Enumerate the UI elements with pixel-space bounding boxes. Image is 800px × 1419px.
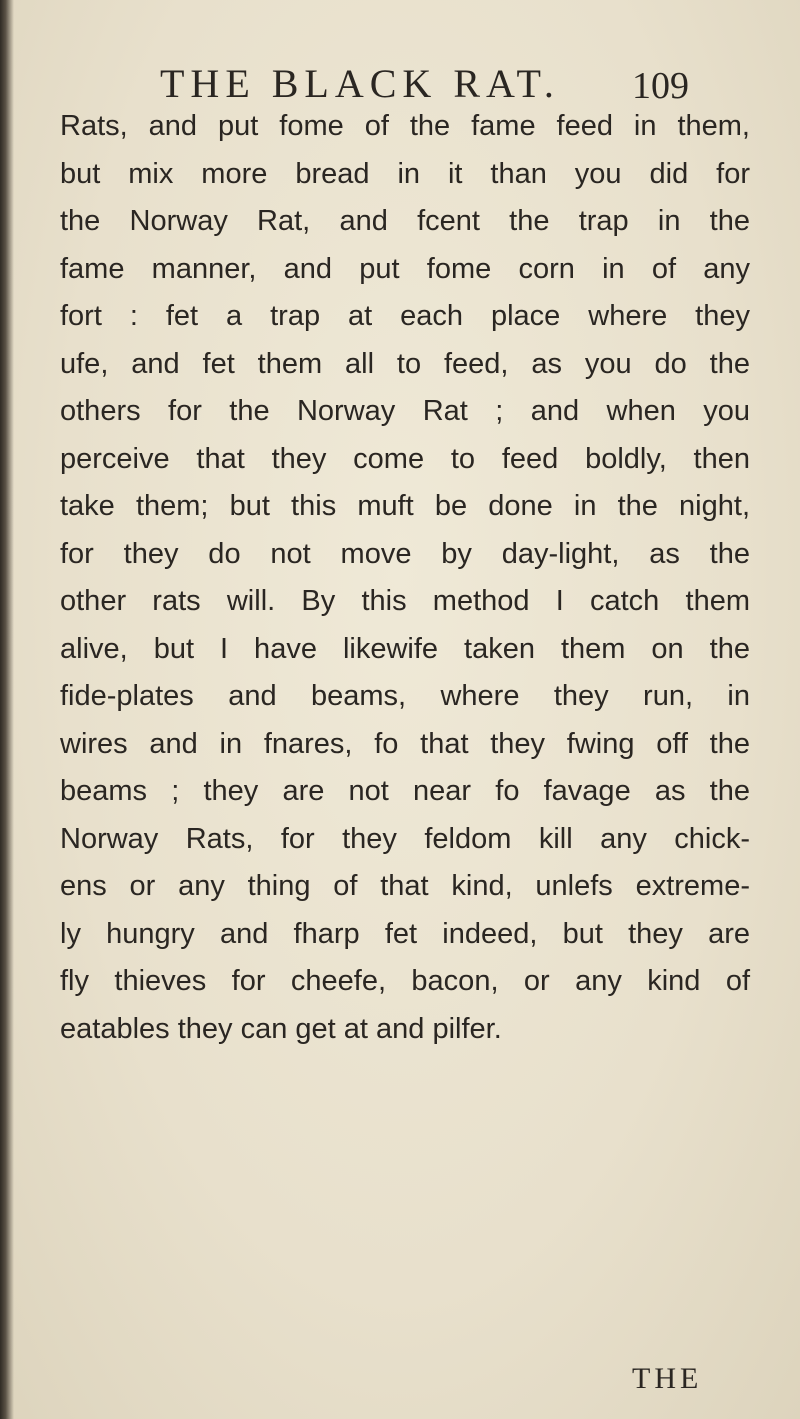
text-line: take them; but this muft be done in the night, [60, 490, 750, 522]
text-line: for they do not move by day-light, as the [60, 537, 750, 570]
text-line: fame manner, and put fome corn in of any [60, 252, 750, 285]
text-line: wires and in fnares, fo that they fwing off the [60, 727, 750, 760]
text-line: alive, but I have likewife taken them on the [60, 632, 750, 665]
text-line: Rats, and put fome of the fame feed in them, [60, 110, 750, 142]
running-head-title: THE BLACK RAT. [160, 61, 560, 106]
catchword: THE [632, 1362, 703, 1395]
page-number: 109 [632, 65, 689, 107]
text-line: fly thieves for cheefe, bacon, or any kind of [60, 965, 750, 997]
text-line: eatables they can get at and pilfer. [60, 1012, 502, 1045]
text-line: perceive that they come to feed boldly, then [60, 442, 750, 475]
text-line: beams ; they are not near fo favage as the [60, 775, 750, 807]
text-line: ufe, and fet them all to feed, as you do the [60, 347, 750, 380]
text-line: Norway Rats, for they feldom kill any chick- [60, 822, 750, 855]
text-line: others for the Norway Rat ; and when you [60, 395, 750, 427]
spine-shadow [0, 0, 14, 1419]
text-line: fide-plates and beams, where they run, in [60, 680, 750, 712]
text-line: fort : fet a trap at each place where they [60, 300, 750, 332]
text-line: ly hungry and fharp fet indeed, but they are [60, 917, 750, 950]
text-line: ens or any thing of that kind, unlefs extreme- [60, 870, 750, 902]
text-line: but mix more bread in it than you did for [60, 157, 750, 190]
text-line: the Norway Rat, and fcent the trap in the [60, 205, 750, 237]
body-text [60, 103, 750, 1053]
text-line: other rats will. By this method I catch them [60, 585, 750, 617]
